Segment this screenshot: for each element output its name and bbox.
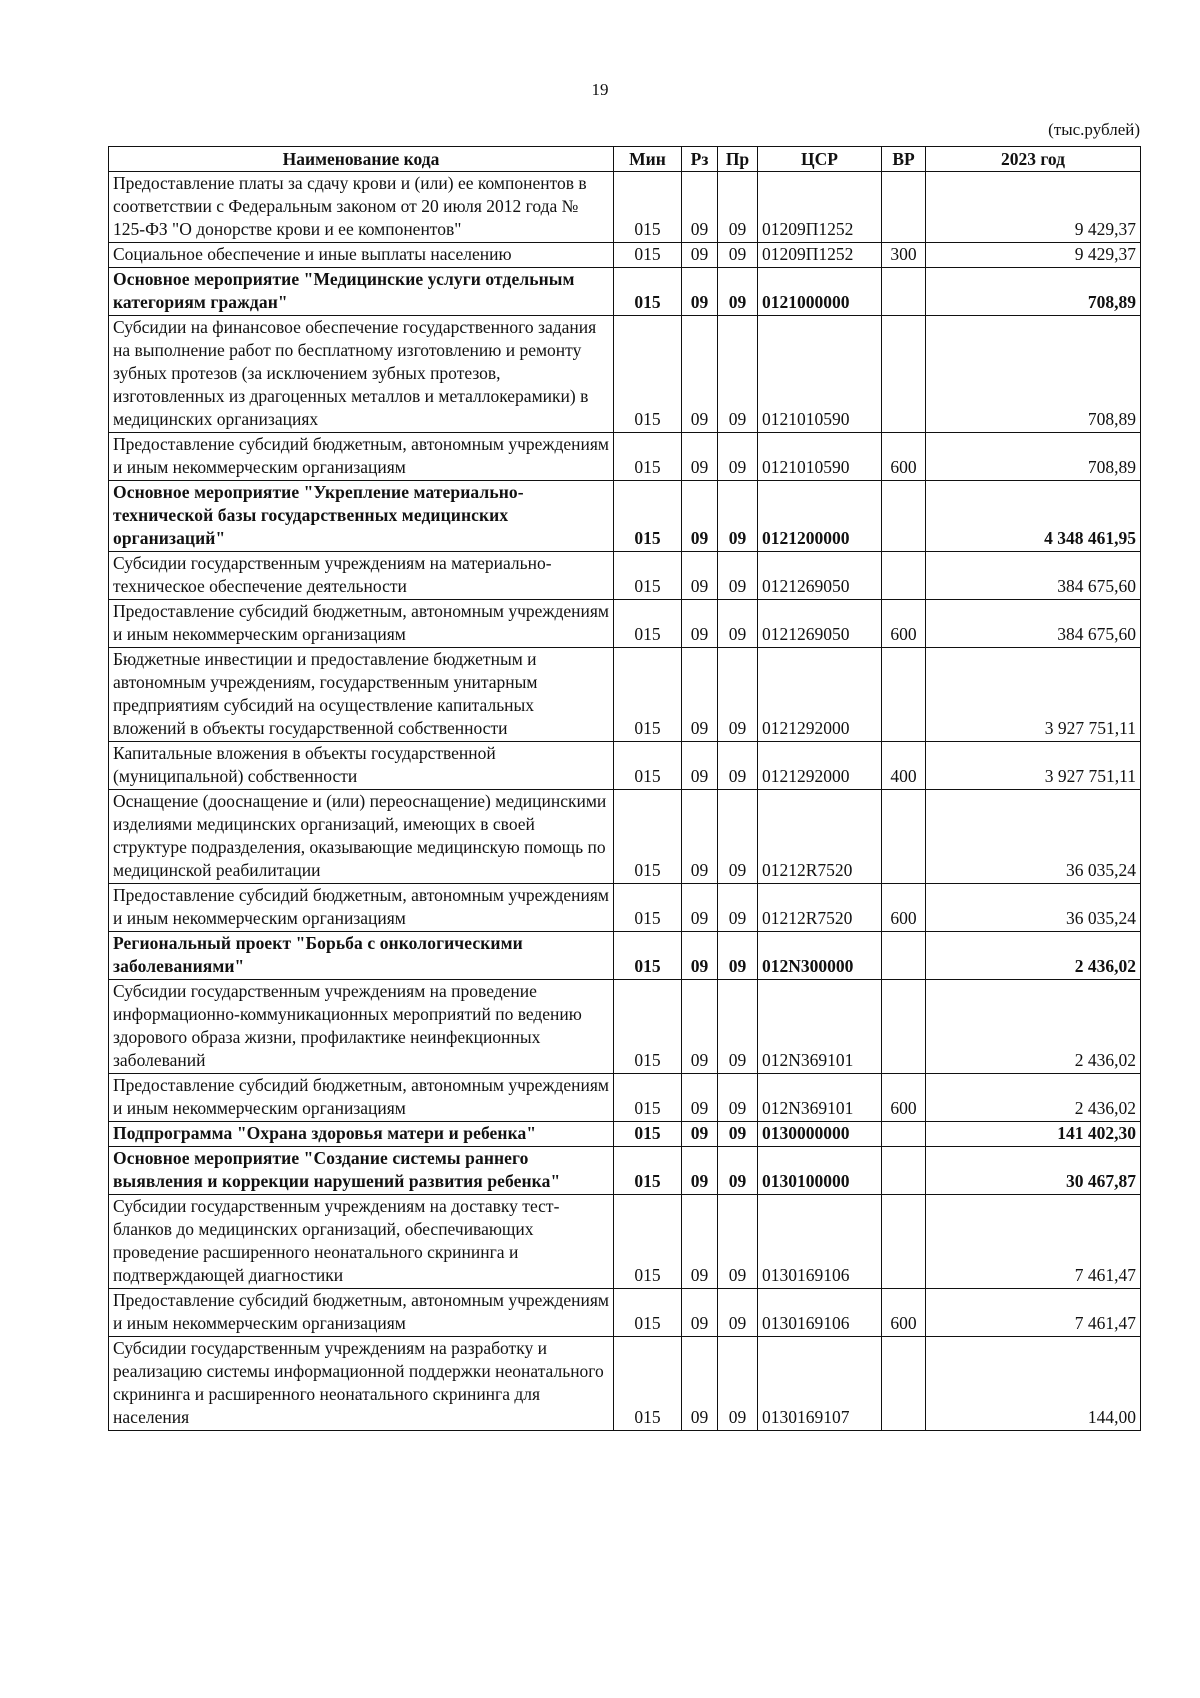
row-name: Основное мероприятие "Создание системы раннего выявления и коррекции нарушений развития ребенка" bbox=[109, 1147, 614, 1195]
row-pr: 09 bbox=[718, 1289, 758, 1337]
table-row bbox=[109, 172, 1141, 243]
row-rz: 09 bbox=[682, 552, 718, 600]
row-vr: 600 bbox=[882, 1289, 926, 1337]
row-pr: 09 bbox=[718, 552, 758, 600]
table-row bbox=[109, 648, 1141, 742]
row-min: 015 bbox=[614, 980, 682, 1074]
row-min: 015 bbox=[614, 172, 682, 243]
row-pr: 09 bbox=[718, 243, 758, 268]
header-rz: Рз bbox=[682, 147, 718, 172]
table-row bbox=[109, 1289, 1141, 1337]
table-row bbox=[109, 742, 1141, 790]
row-pr: 09 bbox=[718, 172, 758, 243]
page-number: 19 bbox=[591, 80, 609, 99]
budget-table bbox=[108, 146, 1141, 1431]
row-min: 015 bbox=[614, 790, 682, 884]
row-csr: 01209П1252 bbox=[758, 243, 882, 268]
row-csr: 0121200000 bbox=[758, 481, 882, 552]
row-amount: 3 927 751,11 bbox=[926, 742, 1141, 790]
row-vr bbox=[882, 268, 926, 316]
row-rz: 09 bbox=[682, 1122, 718, 1147]
row-min: 015 bbox=[614, 433, 682, 481]
row-name: Оснащение (дооснащение и (или) переоснащение) медицинскими изделиями медицинских организаций, имеющих в своей структуре подразделения, оказывающие медицинскую помощь по медицинской реабилитации bbox=[109, 790, 614, 884]
row-pr: 09 bbox=[718, 1337, 758, 1431]
row-name: Предоставление субсидий бюджетным, автономным учреждениям и иным некоммерческим организациям bbox=[109, 600, 614, 648]
row-pr: 09 bbox=[718, 1122, 758, 1147]
row-csr: 0121269050 bbox=[758, 552, 882, 600]
row-pr: 09 bbox=[718, 316, 758, 433]
row-vr bbox=[882, 980, 926, 1074]
row-csr: 0130169107 bbox=[758, 1337, 882, 1431]
row-amount: 9 429,37 bbox=[926, 172, 1141, 243]
table-row bbox=[109, 1147, 1141, 1195]
row-csr: 012N369101 bbox=[758, 1074, 882, 1122]
row-amount: 7 461,47 bbox=[926, 1195, 1141, 1289]
row-rz: 09 bbox=[682, 243, 718, 268]
row-min: 015 bbox=[614, 316, 682, 433]
table-row bbox=[109, 433, 1141, 481]
row-name: Региональный проект "Борьба с онкологическими заболеваниями" bbox=[109, 932, 614, 980]
row-name: Предоставление субсидий бюджетным, автономным учреждениям и иным некоммерческим организациям bbox=[109, 1289, 614, 1337]
header-pr: Пр bbox=[718, 147, 758, 172]
row-csr: 0121292000 bbox=[758, 648, 882, 742]
row-vr: 600 bbox=[882, 600, 926, 648]
row-name: Предоставление субсидий бюджетным, автономным учреждениям и иным некоммерческим организациям bbox=[109, 884, 614, 932]
table-row bbox=[109, 268, 1141, 316]
row-amount: 708,89 bbox=[926, 316, 1141, 433]
row-name: Субсидии государственным учреждениям на проведение информационно-коммуникационных мероприятий по ведению здорового образа жизни, профилактике неинфекционных заболеваний bbox=[109, 980, 614, 1074]
table-row bbox=[109, 600, 1141, 648]
table-row bbox=[109, 790, 1141, 884]
row-vr: 300 bbox=[882, 243, 926, 268]
row-vr bbox=[882, 648, 926, 742]
row-csr: 0121010590 bbox=[758, 316, 882, 433]
row-rz: 09 bbox=[682, 884, 718, 932]
row-min: 015 bbox=[614, 932, 682, 980]
row-rz: 09 bbox=[682, 1337, 718, 1431]
row-csr: 0130169106 bbox=[758, 1195, 882, 1289]
row-rz: 09 bbox=[682, 433, 718, 481]
row-csr: 0121000000 bbox=[758, 268, 882, 316]
row-min: 015 bbox=[614, 243, 682, 268]
row-rz: 09 bbox=[682, 1289, 718, 1337]
row-amount: 30 467,87 bbox=[926, 1147, 1141, 1195]
row-csr: 012N369101 bbox=[758, 980, 882, 1074]
row-csr: 0121010590 bbox=[758, 433, 882, 481]
row-name: Предоставление платы за сдачу крови и (или) ее компонентов в соответствии с Федеральным законом от 20 июля 2012 года № 125-ФЗ "О донорстве крови и ее компонентов" bbox=[109, 172, 614, 243]
row-vr bbox=[882, 316, 926, 433]
row-rz: 09 bbox=[682, 600, 718, 648]
row-vr: 400 bbox=[882, 742, 926, 790]
row-rz: 09 bbox=[682, 1074, 718, 1122]
table-body bbox=[109, 172, 1141, 1431]
table-row bbox=[109, 932, 1141, 980]
row-vr bbox=[882, 1122, 926, 1147]
row-rz: 09 bbox=[682, 742, 718, 790]
row-amount: 9 429,37 bbox=[926, 243, 1141, 268]
header-amount: 2023 год bbox=[926, 147, 1141, 172]
row-pr: 09 bbox=[718, 1074, 758, 1122]
row-name: Субсидии государственным учреждениям на разработку и реализацию системы информационной поддержки неонатального скрининга и расширенного неонатального скрининга для населения bbox=[109, 1337, 614, 1431]
row-csr: 0121292000 bbox=[758, 742, 882, 790]
units-label: (тыс.рублей) bbox=[1048, 120, 1140, 139]
table-row bbox=[109, 1122, 1141, 1147]
row-min: 015 bbox=[614, 552, 682, 600]
row-rz: 09 bbox=[682, 932, 718, 980]
row-rz: 09 bbox=[682, 1147, 718, 1195]
row-name: Основное мероприятие "Медицинские услуги отдельным категориям граждан" bbox=[109, 268, 614, 316]
row-amount: 3 927 751,11 bbox=[926, 648, 1141, 742]
row-vr: 600 bbox=[882, 433, 926, 481]
row-vr bbox=[882, 1337, 926, 1431]
row-pr: 09 bbox=[718, 1147, 758, 1195]
row-amount: 7 461,47 bbox=[926, 1289, 1141, 1337]
header-vr: ВР bbox=[882, 147, 926, 172]
row-amount: 4 348 461,95 bbox=[926, 481, 1141, 552]
row-csr: 0130100000 bbox=[758, 1147, 882, 1195]
row-pr: 09 bbox=[718, 980, 758, 1074]
row-rz: 09 bbox=[682, 316, 718, 433]
row-amount: 141 402,30 bbox=[926, 1122, 1141, 1147]
row-pr: 09 bbox=[718, 481, 758, 552]
row-min: 015 bbox=[614, 268, 682, 316]
row-pr: 09 bbox=[718, 790, 758, 884]
row-name: Бюджетные инвестиции и предоставление бюджетным и автономным учреждениям, государственным унитарным предприятиям субсидий на осуществление капитальных вложений в объекты государственной собственности bbox=[109, 648, 614, 742]
row-vr: 600 bbox=[882, 884, 926, 932]
row-pr: 09 bbox=[718, 1195, 758, 1289]
row-min: 015 bbox=[614, 648, 682, 742]
row-vr: 600 bbox=[882, 1074, 926, 1122]
row-min: 015 bbox=[614, 1147, 682, 1195]
table-row bbox=[109, 1337, 1141, 1431]
row-amount: 2 436,02 bbox=[926, 932, 1141, 980]
row-rz: 09 bbox=[682, 648, 718, 742]
row-rz: 09 bbox=[682, 481, 718, 552]
row-pr: 09 bbox=[718, 268, 758, 316]
row-min: 015 bbox=[614, 1337, 682, 1431]
row-min: 015 bbox=[614, 1195, 682, 1289]
row-csr: 012N300000 bbox=[758, 932, 882, 980]
row-amount: 708,89 bbox=[926, 268, 1141, 316]
header-csr: ЦСР bbox=[758, 147, 882, 172]
row-rz: 09 bbox=[682, 980, 718, 1074]
table-row bbox=[109, 980, 1141, 1074]
row-name: Предоставление субсидий бюджетным, автономным учреждениям и иным некоммерческим организациям bbox=[109, 1074, 614, 1122]
table-row bbox=[109, 552, 1141, 600]
row-vr bbox=[882, 481, 926, 552]
row-vr bbox=[882, 1195, 926, 1289]
row-rz: 09 bbox=[682, 1195, 718, 1289]
row-csr: 0130000000 bbox=[758, 1122, 882, 1147]
row-vr bbox=[882, 790, 926, 884]
table-row bbox=[109, 481, 1141, 552]
row-vr bbox=[882, 1147, 926, 1195]
row-name: Основное мероприятие "Укрепление материально-технической базы государственных медицинских организаций" bbox=[109, 481, 614, 552]
row-rz: 09 bbox=[682, 172, 718, 243]
row-name: Социальное обеспечение и иные выплаты населению bbox=[109, 243, 614, 268]
row-name: Субсидии государственным учреждениям на доставку тест-бланков до медицинских организаций, обеспечивающих проведение расширенного неонатального скрининга и подтверждающей диагностики bbox=[109, 1195, 614, 1289]
row-csr: 01209П1252 bbox=[758, 172, 882, 243]
row-min: 015 bbox=[614, 742, 682, 790]
table-header bbox=[109, 147, 1141, 172]
row-vr bbox=[882, 552, 926, 600]
row-csr: 0121269050 bbox=[758, 600, 882, 648]
table-row bbox=[109, 243, 1141, 268]
row-min: 015 bbox=[614, 481, 682, 552]
header-row bbox=[109, 147, 1141, 172]
row-csr: 01212R7520 bbox=[758, 884, 882, 932]
row-pr: 09 bbox=[718, 884, 758, 932]
row-min: 015 bbox=[614, 884, 682, 932]
row-rz: 09 bbox=[682, 268, 718, 316]
row-name: Предоставление субсидий бюджетным, автономным учреждениям и иным некоммерческим организациям bbox=[109, 433, 614, 481]
row-amount: 36 035,24 bbox=[926, 790, 1141, 884]
row-pr: 09 bbox=[718, 932, 758, 980]
row-csr: 0130169106 bbox=[758, 1289, 882, 1337]
row-pr: 09 bbox=[718, 600, 758, 648]
header-name: Наименование кода bbox=[109, 147, 614, 172]
row-amount: 384 675,60 bbox=[926, 600, 1141, 648]
table-row bbox=[109, 884, 1141, 932]
row-name: Капитальные вложения в объекты государственной (муниципальной) собственности bbox=[109, 742, 614, 790]
table-row bbox=[109, 1074, 1141, 1122]
row-name: Субсидии на финансовое обеспечение государственного задания на выполнение работ по бесплатному изготовлению и ремонту зубных протезов (за исключением зубных протезов, изготовленных из драгоценных металлов и металлокерамики) в медицинских организациях bbox=[109, 316, 614, 433]
row-min: 015 bbox=[614, 1074, 682, 1122]
row-pr: 09 bbox=[718, 648, 758, 742]
row-amount: 36 035,24 bbox=[926, 884, 1141, 932]
header-min: Мин bbox=[614, 147, 682, 172]
row-vr bbox=[882, 172, 926, 243]
row-amount: 708,89 bbox=[926, 433, 1141, 481]
row-csr: 01212R7520 bbox=[758, 790, 882, 884]
row-amount: 2 436,02 bbox=[926, 1074, 1141, 1122]
row-min: 015 bbox=[614, 1289, 682, 1337]
table-row bbox=[109, 316, 1141, 433]
row-min: 015 bbox=[614, 1122, 682, 1147]
row-pr: 09 bbox=[718, 742, 758, 790]
row-amount: 2 436,02 bbox=[926, 980, 1141, 1074]
row-vr bbox=[882, 932, 926, 980]
row-rz: 09 bbox=[682, 790, 718, 884]
row-amount: 384 675,60 bbox=[926, 552, 1141, 600]
table-row bbox=[109, 1195, 1141, 1289]
row-min: 015 bbox=[614, 600, 682, 648]
row-pr: 09 bbox=[718, 433, 758, 481]
row-name: Подпрограмма "Охрана здоровья матери и ребенка" bbox=[109, 1122, 614, 1147]
row-amount: 144,00 bbox=[926, 1337, 1141, 1431]
row-name: Субсидии государственным учреждениям на материально-техническое обеспечение деятельности bbox=[109, 552, 614, 600]
